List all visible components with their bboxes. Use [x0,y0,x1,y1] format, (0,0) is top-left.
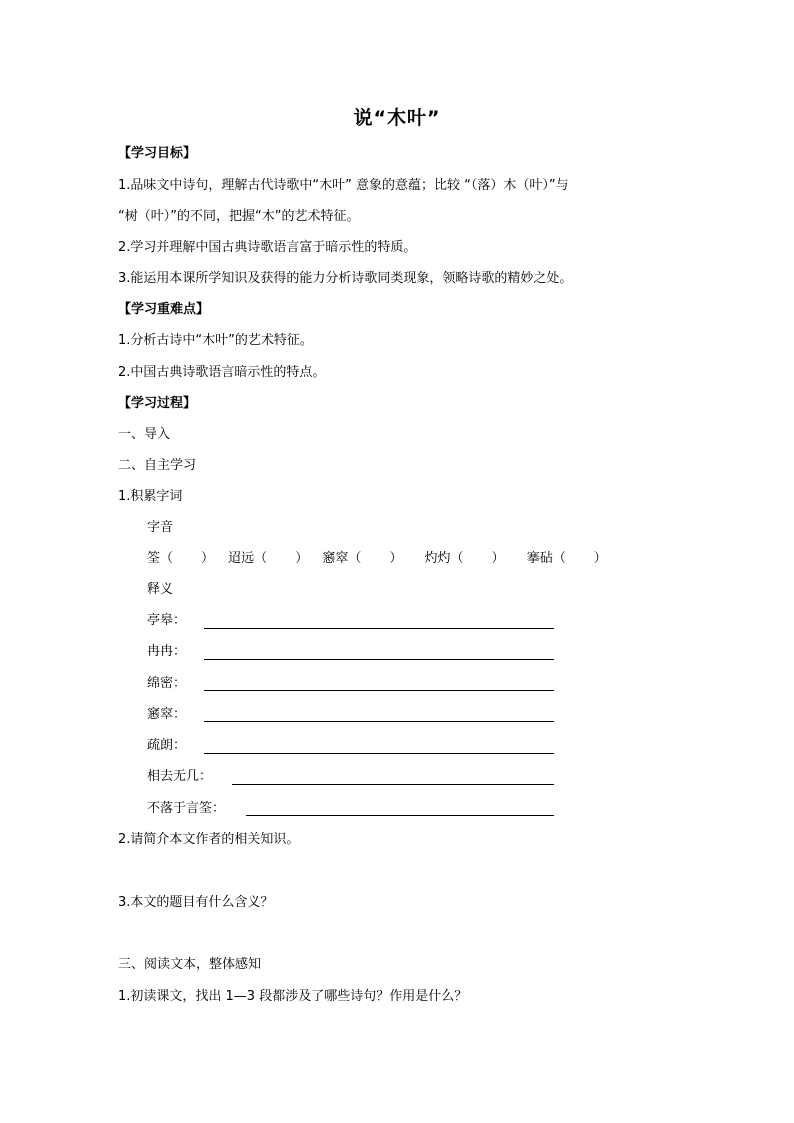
answer-line[interactable] [232,784,554,785]
pronunciation-word-5: 搴砧（ [526,551,566,566]
pronunciation-label: 字音 [147,520,174,535]
pronunciation-row [147,550,607,568]
pronunciation-close-2: ） [295,551,309,566]
definition-term: 冉冉： [147,644,187,659]
pronunciation-word-2: 迢远（ [228,551,268,566]
page-title: 说“木叶” [353,107,441,129]
key-2: 2.中国古典诗歌语言暗示性的特点。 [118,365,326,380]
goal-2: 2.学习并理解中国古典诗歌语言富于暗示性的特质。 [118,240,417,255]
goal-3: 3.能运用本课所学知识及获得的能力分析诗歌同类现象，领略诗歌的精妙之处。 [118,271,573,286]
answer-line[interactable] [204,659,554,660]
answer-line[interactable] [204,753,554,754]
definition-term: 相去无几： [147,769,213,784]
step-3: 三、阅读文本，整体感知 [118,957,262,972]
definition-term: 不落于言筌： [147,801,226,816]
answer-line[interactable] [204,721,554,722]
sub-1: 1.积累字词 [118,489,183,504]
question-2: 2.请简介本文作者的相关知识。 [118,832,300,847]
definition-term: 窸窣： [147,707,187,722]
step-1: 一、导入 [118,427,171,442]
definition-label: 释义 [147,582,174,597]
pronunciation-close-5: ） [593,551,607,566]
pronunciation-close-3: ） [389,551,403,566]
pronunciation-word-4: 灼灼（ [424,551,464,566]
definition-term: 亭皋： [147,613,187,628]
answer-line[interactable] [246,815,554,816]
key-heading: 【学习重难点】 [118,302,210,317]
goal-1-line-1: 1.品味文中诗句，理解古代诗歌中“木叶” 意象的意蕴；比较 “（落）木（叶）”与 [118,178,569,193]
key-1: 1.分析古诗中“木叶”的艺术特征。 [118,333,313,348]
pronunciation-word-3: 窸窣（ [322,551,362,566]
step-2: 二、自主学习 [118,458,197,473]
goals-heading: 【学习目标】 [118,146,197,161]
pronunciation-close-1: ） [201,551,215,566]
goal-1-line-2: “树（叶）”的不同，把握“木”的艺术特征。 [118,209,360,224]
definition-term: 绵密： [147,676,187,691]
answer-line[interactable] [204,690,554,691]
question-4: 1.初读课文，找出 1—3 段都涉及了哪些诗句？作用是什么？ [118,989,468,1004]
question-3: 3.本文的题目有什么含义？ [118,895,274,910]
pronunciation-word-1: 筌（ [147,551,174,566]
pronunciation-close-4: ） [491,551,505,566]
answer-line[interactable] [204,628,554,629]
process-heading: 【学习过程】 [118,396,197,411]
definition-term: 疏朗： [147,738,187,753]
